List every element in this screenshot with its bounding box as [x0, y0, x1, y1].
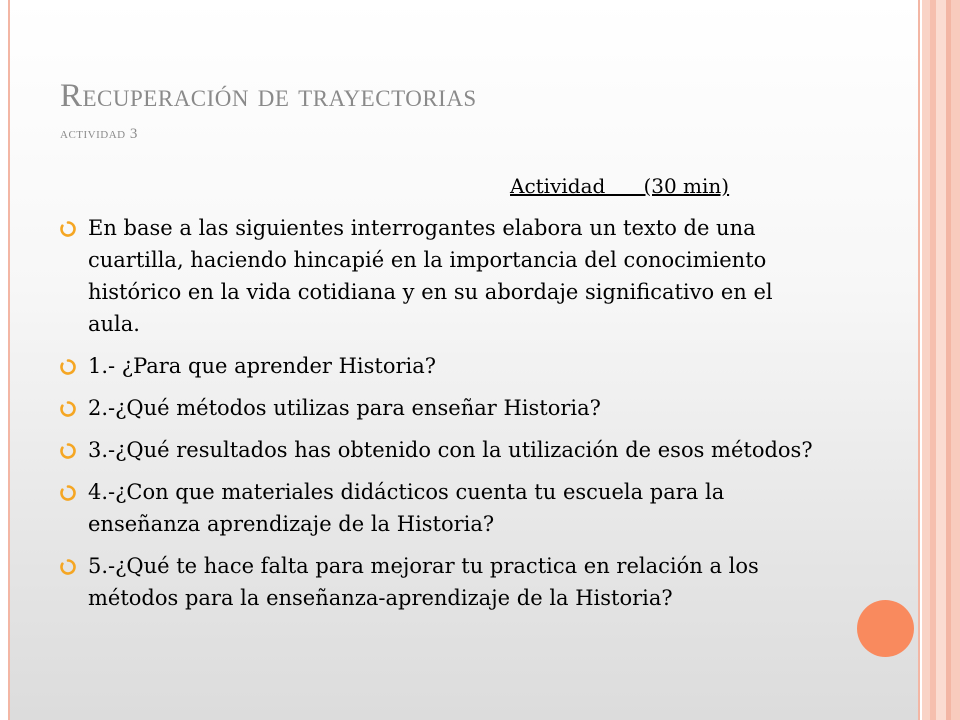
list-item-text: 3.-¿Qué resultados has obtenido con la utilización de esos métodos? [88, 438, 813, 462]
list-item-text: En base a las siguientes interrogantes elabora un texto de una cuartilla, haciendo hincapié en la importancia del conocimiento histórico en la vida cotidiana y en su abordaje significativo en el aula. [88, 216, 773, 336]
stripe [951, 0, 960, 720]
list-item [60, 476, 820, 540]
stripe [936, 0, 946, 720]
list-item-text: 5.-¿Qué te hace falta para mejorar tu practica en relación a los métodos para la enseñanza-aprendizaje de la Historia? [88, 554, 759, 610]
slide-title: Recuperación de trayectorias [60, 78, 477, 114]
list-item [60, 550, 820, 614]
bullet-list [60, 212, 820, 624]
ring-bullet-icon [60, 401, 76, 417]
slide-subtitle: actividad 3 [60, 126, 138, 142]
ring-bullet-icon [60, 559, 76, 575]
stripe [922, 0, 930, 720]
list-item [60, 392, 820, 424]
ring-bullet-icon [60, 485, 76, 501]
list-item [60, 350, 820, 382]
ring-bullet-icon [60, 221, 76, 237]
activity-heading: Actividad (30 min) [510, 174, 730, 198]
ring-bullet-icon [60, 359, 76, 375]
list-item-text: 4.-¿Con que materiales didácticos cuenta tu escuela para la enseñanza aprendizaje de la Historia? [88, 480, 725, 536]
decorative-stripes [922, 0, 960, 720]
list-item-text: 1.- ¿Para que aprender Historia? [88, 354, 437, 378]
list-item-text: 2.-¿Qué métodos utilizas para enseñar Historia? [88, 396, 601, 420]
list-item [60, 212, 820, 340]
ring-bullet-icon [60, 443, 76, 459]
orange-circle-decoration [857, 600, 914, 657]
list-item [60, 434, 820, 466]
